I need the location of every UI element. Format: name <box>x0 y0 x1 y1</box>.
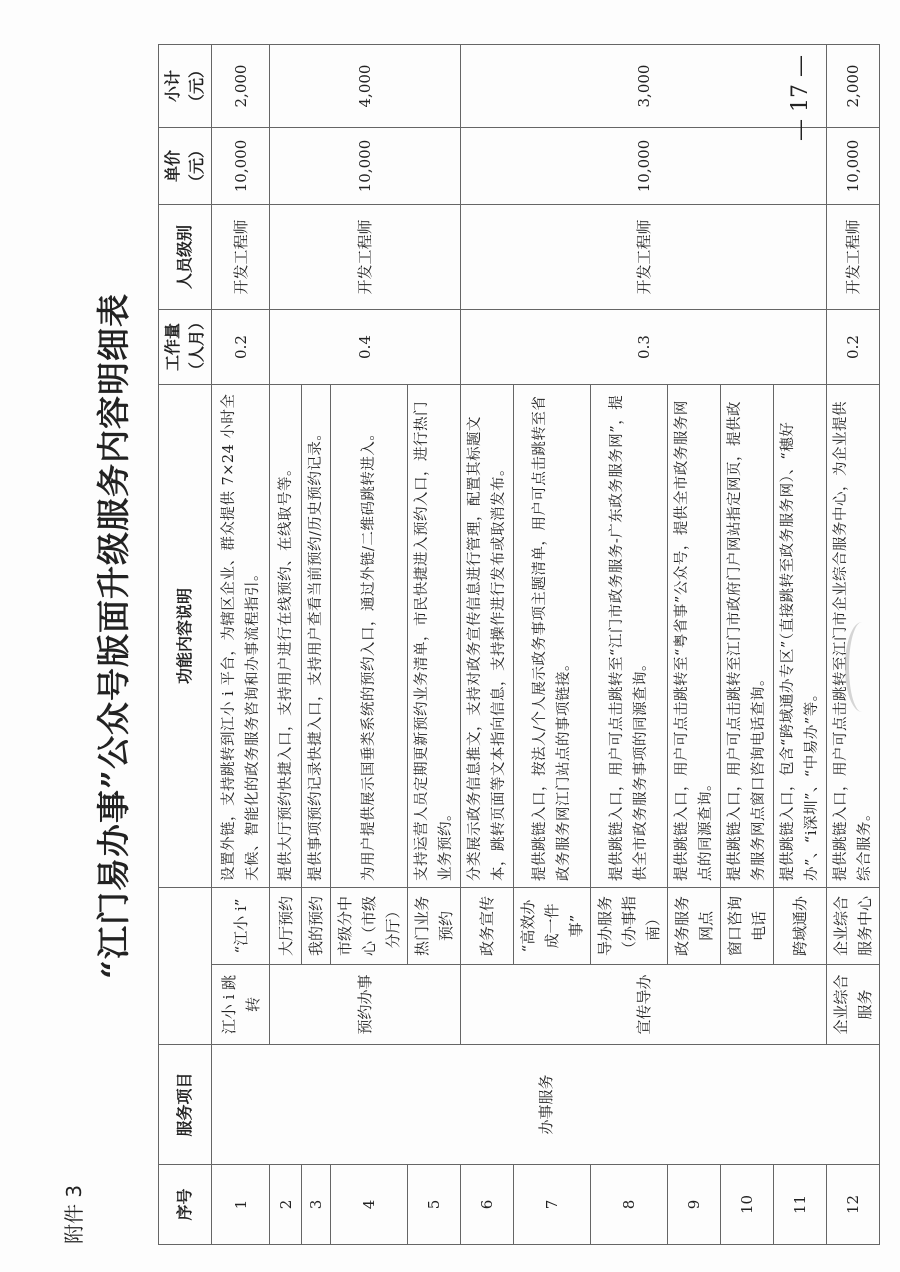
page-number: — 17 — <box>788 55 813 141</box>
row-no: 6 <box>461 1165 514 1245</box>
table-header-row <box>159 45 212 1245</box>
unit-price: 10,000 <box>461 128 827 205</box>
row-no: 2 <box>270 1165 302 1245</box>
item-description: 提供大厅预约快捷入口，支持用户进行在线预约、在线取号等。 <box>270 385 302 888</box>
header-no: 序号 <box>159 1165 212 1245</box>
workload: 0.2 <box>827 310 880 385</box>
page-title: “江门易办事”公众号版面升级服务内容明细表 <box>94 293 133 979</box>
subtotal: 2,000 <box>212 45 270 128</box>
item-name: 窗口咨询电话 <box>721 888 774 965</box>
item-name: 企业综合服务中心 <box>827 888 880 965</box>
workload: 0.4 <box>270 310 461 385</box>
group-name: 企业综合服务 <box>827 965 880 1045</box>
group-name: 宣传导办 <box>461 965 827 1045</box>
header-subtotal: 小计（元） <box>159 45 212 128</box>
item-name: 政务服务网点 <box>668 888 721 965</box>
unit-price: 10,000 <box>212 128 270 205</box>
item-description: 提供跳链入口，用户可点击跳转至“江门市政务服务-广东政务服务网”，提供全市政务服务事项的同源查询。 <box>591 385 668 888</box>
header-workload: 工作量（人月） <box>159 310 212 385</box>
header-project: 服务项目 <box>159 1045 212 1165</box>
item-description: 提供跳链入口，用户可点击跳转至江门市政府门户网站指定网页，提供政务服务网点窗口咨询电话查询。 <box>721 385 774 888</box>
item-description: 提供跳链入口，用户可点击跳转至“粤省事”公众号，提供全市政务服务网点的同源查询。 <box>668 385 721 888</box>
header-unit-price: 单价（元） <box>159 128 212 205</box>
row-no: 10 <box>721 1165 774 1245</box>
item-description: 为用户提供展示国垂类系统的预约入口，通过外链/二维码跳转进入。 <box>331 385 408 888</box>
row-no: 8 <box>591 1165 668 1245</box>
group-name: 预约办事 <box>270 965 461 1045</box>
item-name: “江小 i” <box>212 888 270 965</box>
item-description: 支持运营人员定期更新预约业务清单，市民快捷进入预约入口，进行热门业务预约。 <box>408 385 461 888</box>
unit-price: 10,000 <box>270 128 461 205</box>
row-no: 11 <box>774 1165 827 1245</box>
item-description: 分类展示政务信息推文，支持对政务宣传信息进行管理，配置其标题文本，跳转页面等文本指向信息，支持操作进行发布或取消发布。 <box>461 385 514 888</box>
item-description: 提供跳链入口，用户可点击跳转至江门市企业综合服务中心，为企业提供综合服务。 <box>827 385 880 888</box>
item-description: 提供跳链入口，包含“跨域通办专区”（直接跳转至政务服务网）、“穗好办”、“i深圳”、“中易办”等。 <box>774 385 827 888</box>
row-no: 3 <box>302 1165 331 1245</box>
item-name: 大厅预约 <box>270 888 302 965</box>
row-no: 4 <box>331 1165 408 1245</box>
subtotal: 3,000 <box>461 45 827 128</box>
item-description: 提供事项预约记录快捷入口，支持用户查看当前预约/历史预约记录。 <box>302 385 331 888</box>
workload: 0.2 <box>212 310 270 385</box>
row-no: 12 <box>827 1165 880 1245</box>
table-row <box>212 45 270 1245</box>
unit-price: 10,000 <box>827 128 880 205</box>
item-name: 跨域通办 <box>774 888 827 965</box>
seal-mark <box>845 622 879 712</box>
item-name: 热门业务预约 <box>408 888 461 965</box>
staff-level: 开发工程师 <box>827 205 880 310</box>
header-description: 功能内容说明 <box>159 385 212 888</box>
item-name: 导办服务（办事指南） <box>591 888 668 965</box>
item-description: 提供跳链入口，按法人/个人展示政务事项主题清单，用户可点击跳转至省政务服务网江门站点的事项链接。 <box>514 385 591 888</box>
group-name: 江小 i 跳转 <box>212 965 270 1045</box>
row-no: 1 <box>212 1165 270 1245</box>
service-detail-table <box>158 44 880 1245</box>
attachment-label: 附件 3 <box>62 1184 86 1244</box>
staff-level: 开发工程师 <box>270 205 461 310</box>
row-no: 7 <box>514 1165 591 1245</box>
header-level: 人员级别 <box>159 205 212 310</box>
item-name: 市级分中心（市级分厅） <box>331 888 408 965</box>
workload: 0.3 <box>461 310 827 385</box>
staff-level: 开发工程师 <box>461 205 827 310</box>
project-name: 办事服务 <box>212 1045 880 1165</box>
subtotal: 4,000 <box>270 45 461 128</box>
item-name: “高效办成一件事” <box>514 888 591 965</box>
row-no: 9 <box>668 1165 721 1245</box>
staff-level: 开发工程师 <box>212 205 270 310</box>
header-blank <box>159 888 212 1045</box>
row-no: 5 <box>408 1165 461 1245</box>
item-name: 政务宣传 <box>461 888 514 965</box>
item-description: 设置外链，支持跳转到江小 i 平台，为辖区企业、群众提供 7×24 小时全天候、智能化的政务服务咨询和办事流程指引。 <box>212 385 270 888</box>
item-name: 我的预约 <box>302 888 331 965</box>
subtotal: 2,000 <box>827 45 880 128</box>
